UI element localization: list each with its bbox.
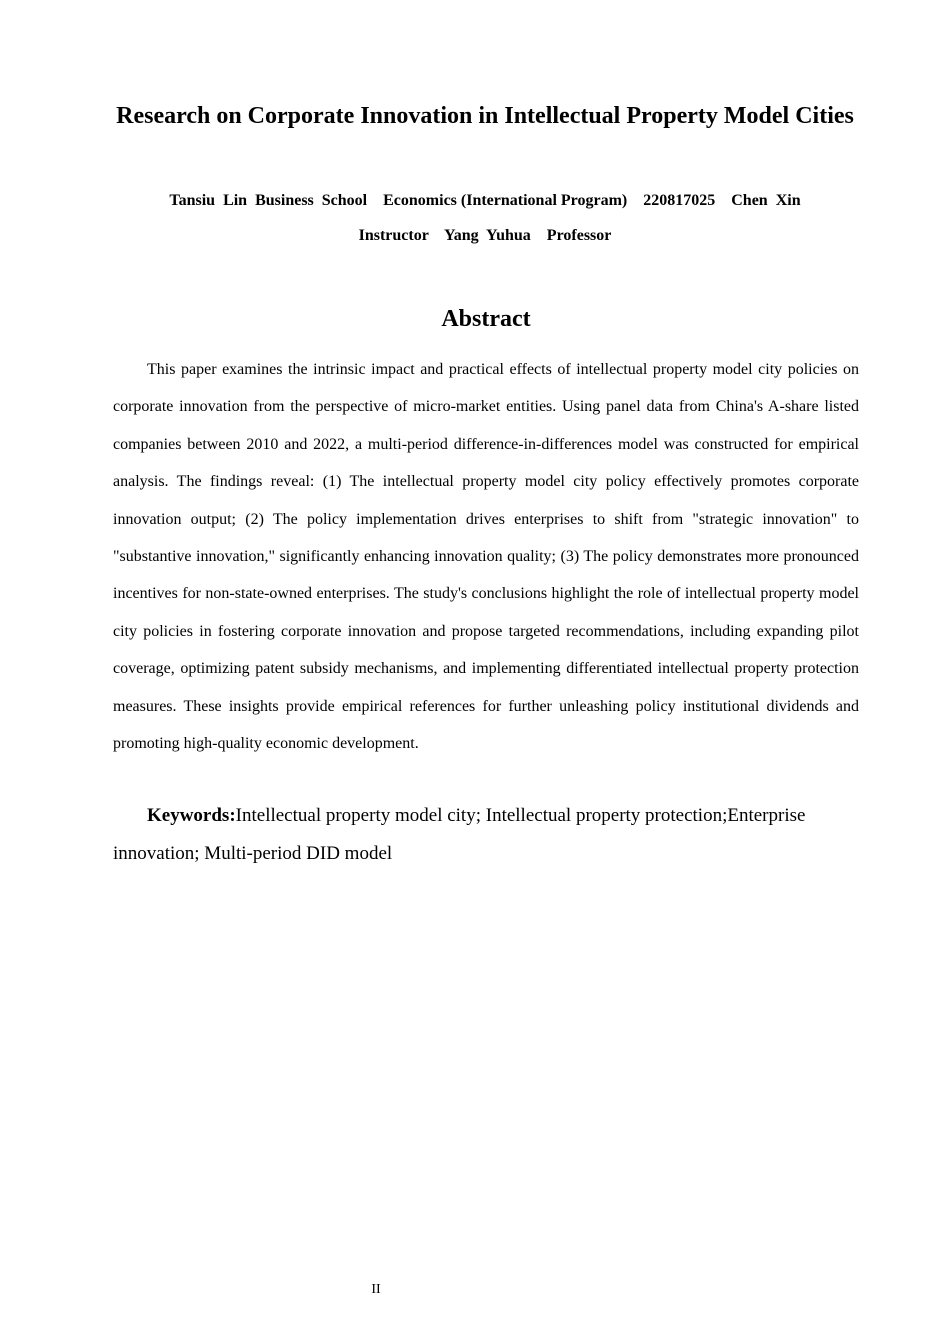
keywords-text: Intellectual property model city; Intellectual property protection;Enterprise innovation; Multi-period DID model (113, 805, 806, 864)
keywords-label: Keywords: (147, 805, 236, 826)
abstract-body: This paper examines the intrinsic impact and practical effects of intellectual property model city policies on corporate innovation from the perspective of micro-market entities. Using panel data from China's A-share listed companies between 2010 and 2022, a multi-period difference-in-differences model was constructed for empirical analysis. The findings reveal: (1) The intellectual property model city policy effectively promotes corporate innovation output; (2) The policy implementation drives enterprises to shift from "strategic innovation" to "substantive innovation," significantly enhancing innovation quality; (3) The policy demonstrates more pronounced incentives for non-state-owned enterprises. The study's conclusions highlight the role of intellectual property model city policies in fostering corporate innovation and propose targeted recommendations, including expanding pilot coverage, optimizing patent subsidy mechanisms, and implementing differentiated intellectual property protection measures. These insights provide empirical references for further unleashing policy institutional dividends and promoting high-quality economic development. (113, 361, 859, 753)
paper-title: Research on Corporate Innovation in Intellectual Property Model Cities (116, 103, 854, 129)
instructor-info-line: Instructor Yang Yuhua Professor (358, 227, 612, 244)
page-number: II (371, 1282, 381, 1297)
keywords-paragraph (113, 797, 859, 873)
abstract-heading: Abstract (441, 306, 531, 332)
author-info-line: Tansiu Lin Business School Economics (International Program) 220817025 Chen Xin (169, 192, 801, 209)
